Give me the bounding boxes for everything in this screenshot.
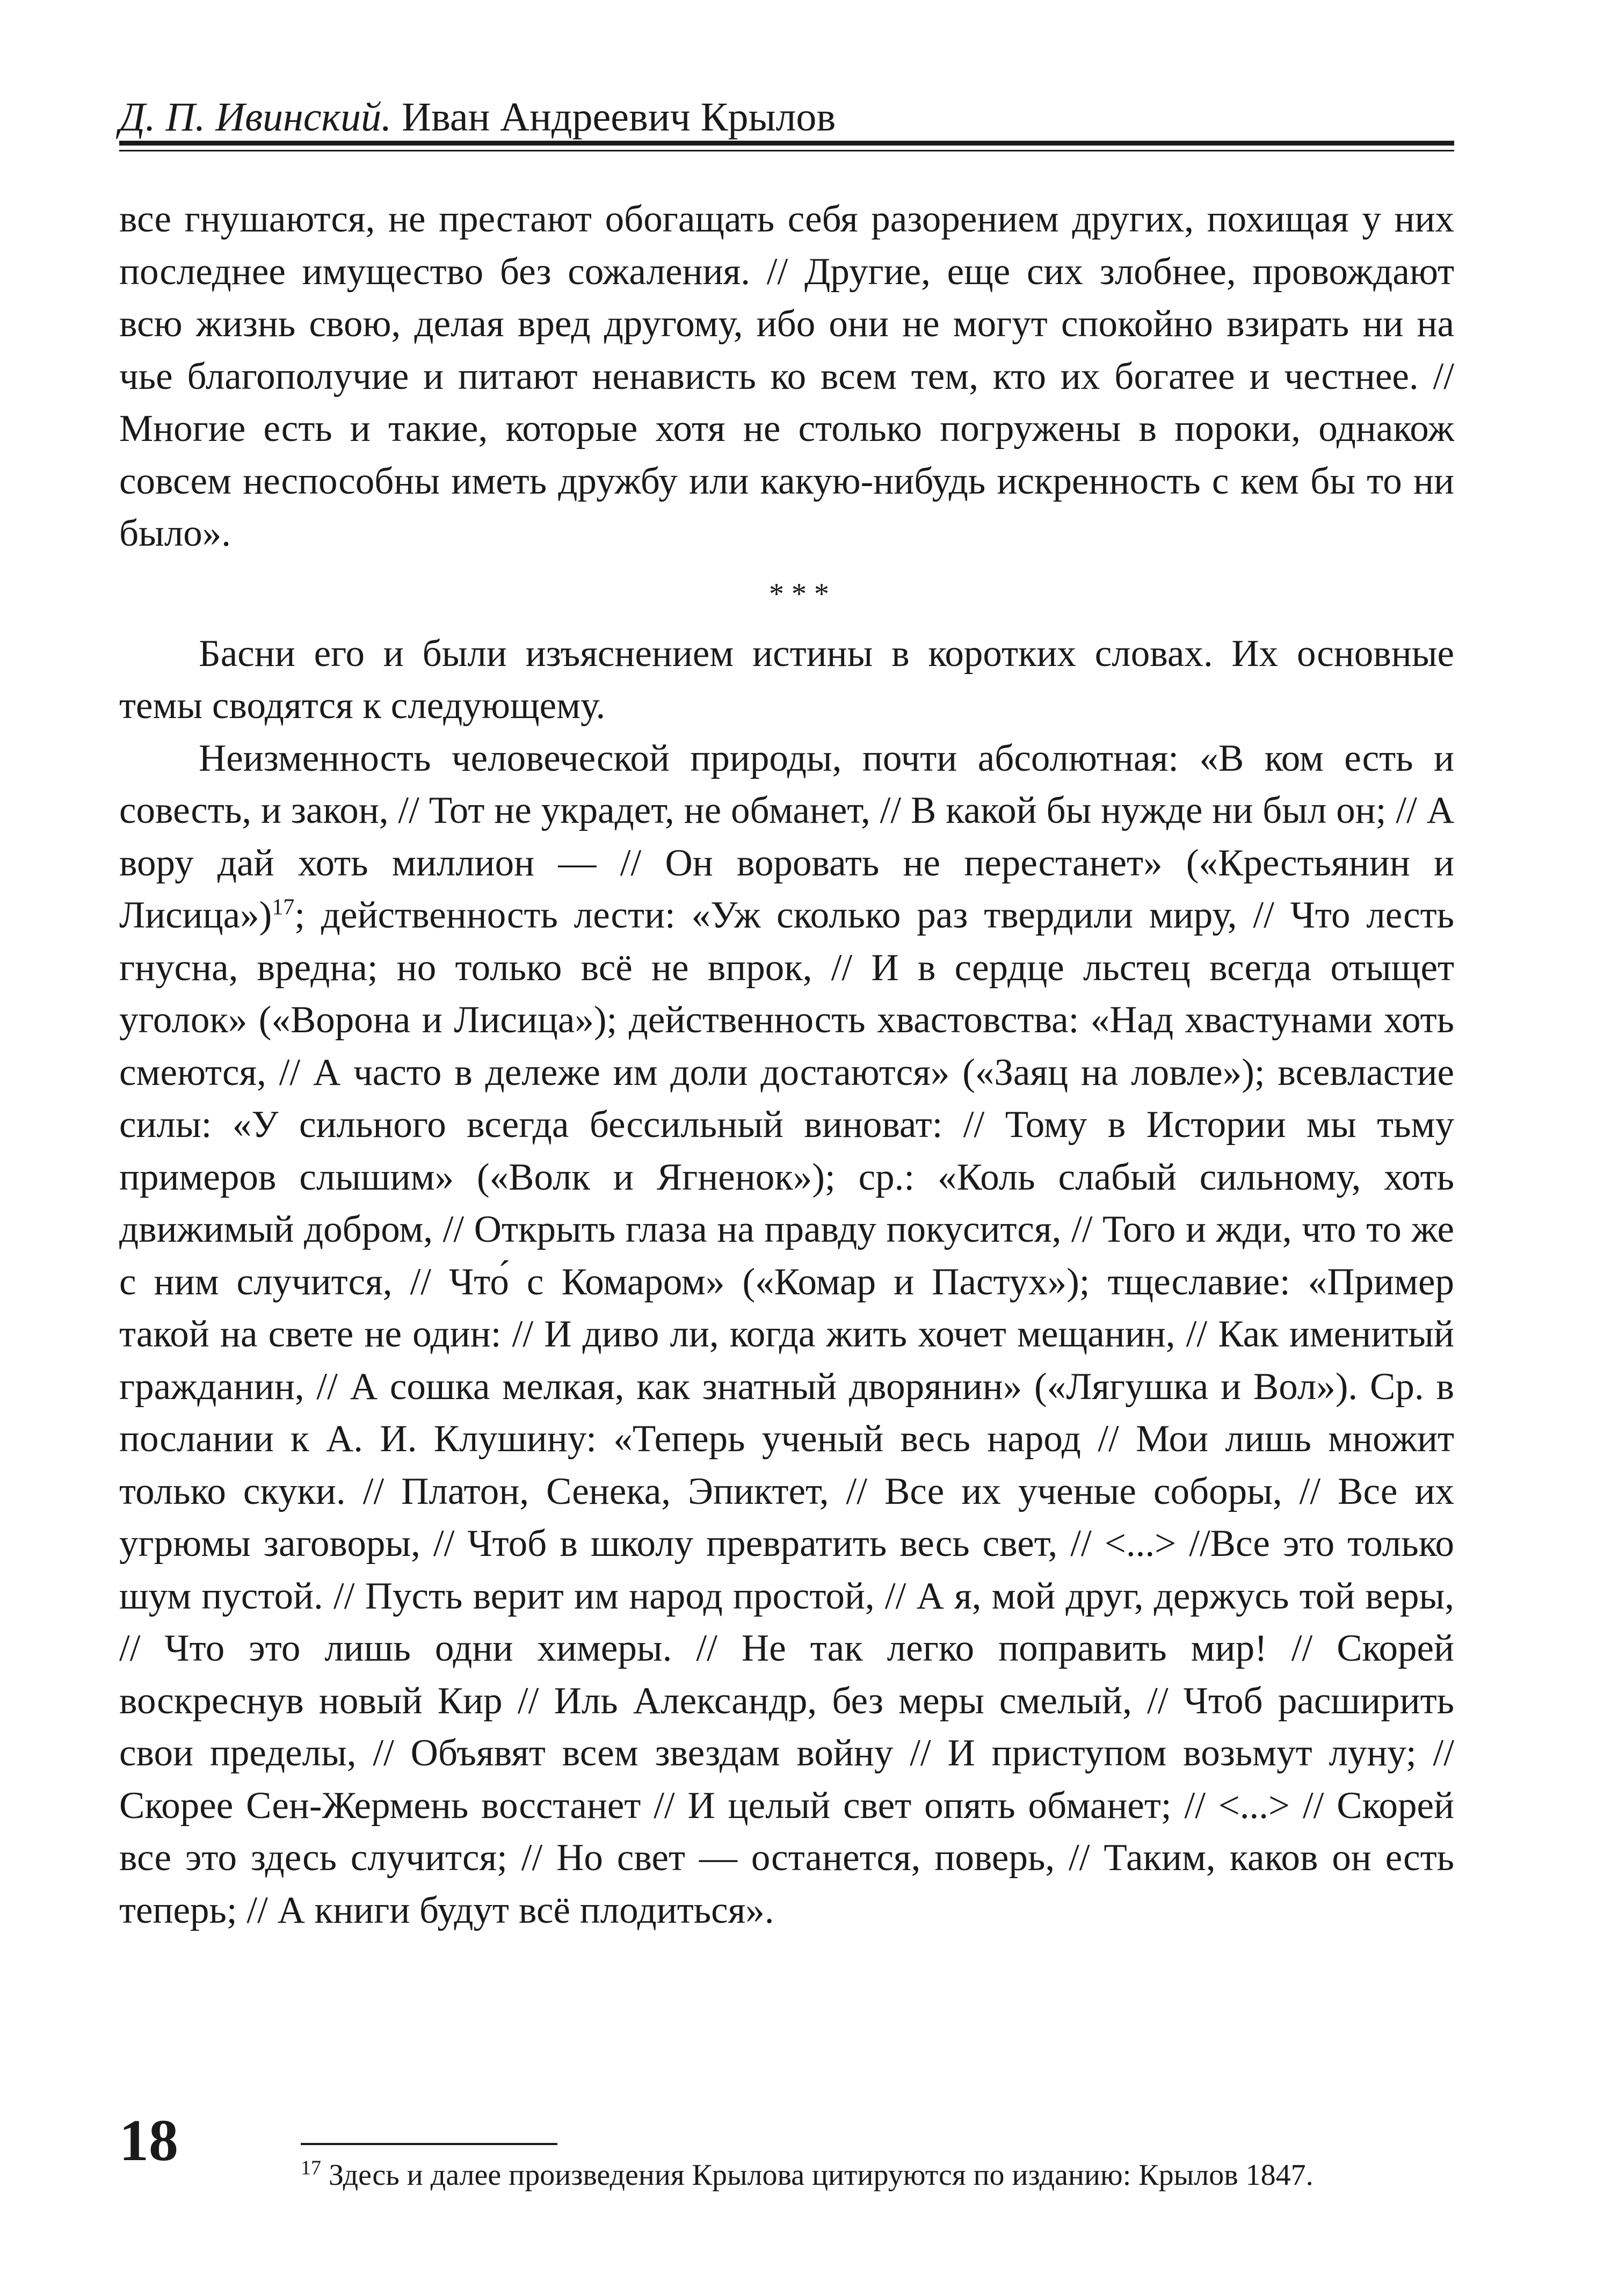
- running-header-title: Иван Андреевич Крылов: [402, 95, 836, 140]
- footnote-reference: 17: [272, 895, 295, 920]
- main-text: [119, 193, 1454, 1937]
- paragraph-fables-intro: Басни его и были изъяснением истины в коротких словах. Их основные темы сводятся к следующему.: [119, 632, 1454, 727]
- footnote-rule: [301, 2143, 557, 2145]
- paragraph-fable-themes: [119, 733, 1454, 1937]
- header-rule-thin: [119, 150, 1454, 151]
- page-number: 18: [119, 2107, 178, 2173]
- header-rule-thick: [119, 141, 1454, 146]
- paragraph-fable-themes-part2: ; действенность лести: «Уж сколько раз твердили миру, // Что лесть гнусна, вредна; но только всё не впрок, // И в сердце льстец всегда отыщет уголок» («Ворона и Лисица»); действенность хвастовства: «Над хвастунами хоть смеются, // А часто в дележе им доли достаются» («Заяц на ловле»); всевластие силы: «У сильного всегда бессильный виноват: // Тому в Истории мы тьму примеров слышим» («Волк и Ягненок»); ср.: «Коль слабый сильному, хоть движимый добром, // Открыть глаза на правду покусится, // Того и жди, что то же с ним случится, // Что́ с Комаром» («Комар и Пастух»); тщеславие: «Пример такой на свете не один: // И диво ли, когда жить хочет мещанин, // Как именитый гражданин, // А сошка мелкая, как знатный дворянин» («Лягушка и Вол»). Ср. в послании к А. И. Клушину: «Теперь ученый весь народ // Мои лишь множит только скуки. // Платон, Сенека, Эпиктет, // Все их ученые соборы, // Все их угрюмы заговоры, // Чтоб в школу превратить весь свет, // <...> //Все это только шум пустой. // Пусть верит им народ простой, // А я, мой друг, держусь той веры, // Что это лишь одни химеры. // Не так легко поправить мир! // Скорей воскреснув новый Кир // Иль Александр, без меры смелый, // Чтоб расширить свои пределы, // Объявят всем звездам войну // И приступом возьмут луну; // Скорее Сен-Жермень восстанет // И целый свет опять обманет; // <...> // Скорей все это здесь случится; // Но свет — останется, поверь, // Таким, каков он есть теперь; // А книги будут всё плодиться».: [119, 894, 1454, 1931]
- footnote-number: 17: [301, 2156, 321, 2179]
- footnote: [301, 2154, 1455, 2197]
- paragraph-continued-quote: все гнушаются, не престают обогащать себя разорением других, похищая у них последнее имущество без сожаления. // Другие, еще сих злобнее, провождают всю жизнь свою, делая вред другому, ибо они не могут спокойно взирать ни на чье благополучие и питают ненависть ко всем тем, кто их богатее и честнее. // Многие есть и такие, которые хотя не столько погружены в пороки, однакож совсем неспособны иметь дружбу или какую-нибудь искренность с кем бы то ни было».: [119, 198, 1454, 554]
- paragraph-fable-themes-part1: Неизменность человеческой природы, почти абсолютная: «В ком есть и совесть, и закон, // Тот не украдет, не обманет, // В какой бы нужде ни был он; // А вору дай хоть миллион — // Он воровать не перестанет» («Крестьянин и Лисица»): [119, 737, 1454, 936]
- section-separator: ***: [769, 577, 837, 611]
- footnote-text: Здесь и далее произведения Крылова цитируются по изданию: Крылов 1847.: [329, 2159, 1314, 2192]
- running-header-author: Д. П. Ивинский.: [119, 95, 392, 140]
